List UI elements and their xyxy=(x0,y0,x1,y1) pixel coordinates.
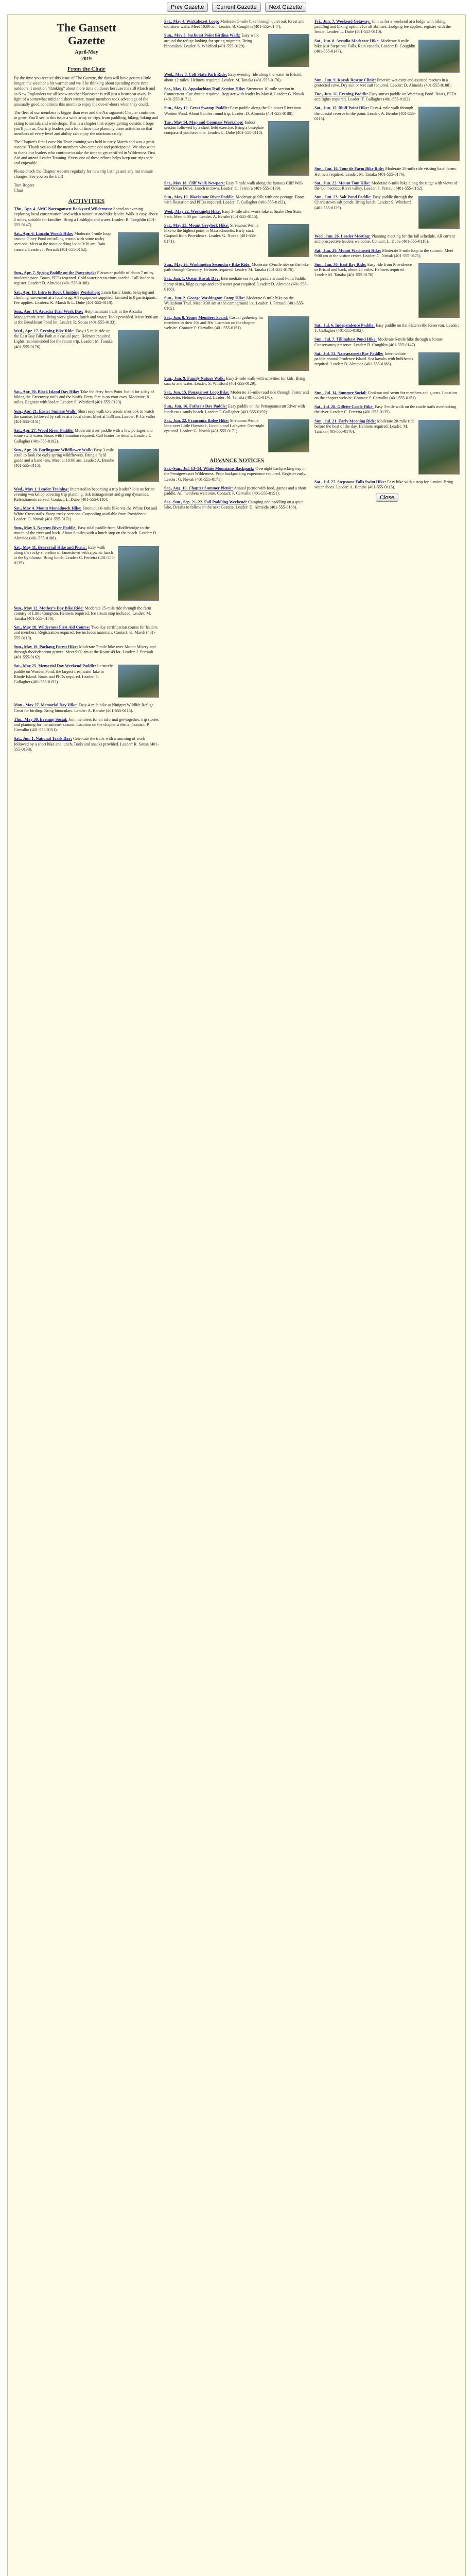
advance-notices-heading: ADVANCE NOTICES xyxy=(209,457,264,464)
activity-description: Moderate paddle with one portage. Boats with floatation and PFDs required. Leader: T. Gallagher (401-555-0192). xyxy=(164,195,305,205)
activity-description: Casual gathering for members in their 20s and 30s. Location on the chapter website. Contact: P. Carvalho (401-555-0151). xyxy=(164,315,264,331)
activity-heading[interactable]: Sat., Jul. 6. Independence Paddle: xyxy=(314,323,375,328)
activity-item xyxy=(314,234,460,244)
activity-photo xyxy=(118,232,159,265)
activity-photo xyxy=(418,352,460,385)
activity-item xyxy=(314,78,460,88)
activity-heading[interactable]: Sun., Jul. 14. Summer Social: xyxy=(314,390,367,395)
activity-heading[interactable]: Sun., Jul. 7. Tillinghast Pond Hike: xyxy=(314,337,377,342)
activity-item xyxy=(314,391,460,401)
activity-description: Flatwater paddle of about 7 miles, moderate pace. Boats, PFDs required. Cold water precautions needed. Call leader to register. Leader: D. Almeida (401-555-0188). xyxy=(14,270,154,286)
activity-description: Annual picnic with food, games and a short paddle. All members welcome. Contact: P. Carvalho (401-555-0151). xyxy=(164,485,307,496)
activity-item xyxy=(164,209,309,219)
activity-item xyxy=(14,309,159,325)
activity-heading[interactable]: Sat., Jun. 1. Ocean Kayak Day: xyxy=(164,276,220,281)
activity-heading[interactable]: Sat., May 4. Mount Monadnock Hike: xyxy=(14,506,82,511)
activity-description: Intermediate sea kayak paddle around Point Judith. Spray skirts, bilge pumps and cold water gear required. Leader: D. Almeida (401-555-0188). xyxy=(164,276,308,292)
activity-item xyxy=(314,166,460,177)
activity-description: Moderate 5-mile loop to the summit. Meet 9:00 am at the visitor center. Leader: G. Novak (401-555-0171). xyxy=(314,248,453,258)
activity-heading[interactable]: Sat., Jun. 29. Mount Wachusett Hike: xyxy=(314,248,381,253)
activity-description: Moderate 6-mile hike on the Walkabout Trail. Meet 9:30 am at the campground lot. Leader: J. Perrault (401-555-0162). xyxy=(164,296,304,311)
activity-heading[interactable]: Sun., May 26. Washington Secondary Bike Ride: xyxy=(164,262,251,267)
activity-heading[interactable]: Sun., May 12. Great Swamp Paddle: xyxy=(164,106,229,111)
activity-description: Cookout and swim for members and guests. Location on the chapter website. Contact: P. Carvalho (401-555-0151). xyxy=(314,390,457,401)
activity-heading[interactable]: Sat., Jul. 13. Narragansett Bay Paddle: xyxy=(314,351,384,356)
activity-description: Interested in becoming a trip leader? Join us for an evening workshop covering trip planning, risk management and group dynamics. Refreshments served. Contact: L. Dube (401-555-0110). xyxy=(14,486,155,502)
activity-description: Easy walk along the rocky shoreline of Jamestown with a picnic lunch at the lighthouse. Bring lunch. Leader: C. Ferreira (401-555-0139). xyxy=(14,545,115,566)
activity-item xyxy=(314,262,460,319)
activity-description: Camping and paddling on a quiet lake. Details to follow in the next Gazette. Leader: D. Almeida (401-555-0188). xyxy=(164,500,304,510)
activity-item xyxy=(164,181,309,191)
activity-item xyxy=(14,736,159,752)
activity-item xyxy=(164,418,309,454)
activity-heading[interactable]: Sat., Jun. 22. Franconia Ridge Hike: xyxy=(164,418,229,423)
activity-description: Strenuous 9-mile loop over Little Haystack, Lincoln and Lafayette. Overnight optional. Leader: G. Novak (401-555-0171). xyxy=(164,418,265,434)
activity-heading[interactable]: Sun., Jun. 16. Father's Day Paddle: xyxy=(164,404,227,409)
activity-item xyxy=(314,195,460,230)
activity-item xyxy=(314,39,460,74)
activity-photo xyxy=(118,546,159,601)
activity-description: Easy 3-mile stroll to look for early spring wildflowers. Bring a field guide and a hand lens. Meet at 10:00 am. Leader: A. Berube (401-555-0115). xyxy=(14,447,114,468)
activity-description: Join us for a weekend at a lodge with hiking, paddling and biking options for all abilities. Lodging fee applies; register with the leader. Leader: L. Dube (401-555-0110). xyxy=(314,19,451,35)
current-gazette-button[interactable]: Current Gazette xyxy=(212,3,260,12)
activity-item xyxy=(164,262,309,273)
column-middle xyxy=(164,19,309,2576)
activity-description: Easy 7-mile walk along the famous Cliff Walk and Ocean Drive. Lunch in town. Leader: C. Ferreira (401-555-0139). xyxy=(164,180,304,191)
activity-description: Strenuous 6-mile hike via the White Dot and White Cross trails. Steep rocky sections. Carpooling available from Providence. Leader: G. Novak (401-555-0171). xyxy=(14,506,157,521)
activity-description: Strenuous 9-mile hike to the highest point in Massachusetts. Early start. Carpool from Providence. Leader: G. Novak (401-555-0171). xyxy=(164,223,259,244)
activity-description: Moderate 5-mile hike through quiet oak forest and old stone walls. Meet 10:00 am. Leader: B. Coughlin (401-555-0147). xyxy=(164,19,305,29)
activity-item xyxy=(14,506,159,522)
close-button[interactable]: Close xyxy=(376,494,398,502)
activity-heading[interactable]: Tue., May 14. Map and Compass Workshop: xyxy=(164,120,244,125)
activities-heading: ACTIVITIES xyxy=(68,197,105,205)
activity-description: Moderate 6-mile hike along the ridge with views of the Connecticut River valley. Leader: J. Perrault (401-555-0162). xyxy=(314,180,458,191)
activity-description: Easy 3-mile after-work hike at Snake Den State Park. Meet 6:00 pm. Leader: A. Berube (401-555-0115). xyxy=(164,209,302,219)
activity-item xyxy=(314,106,460,163)
activity-heading[interactable]: Sat., Jun. 15. Bluff Point Hike: xyxy=(314,106,369,111)
activity-photo xyxy=(418,40,460,73)
activity-heading[interactable]: Sat., May 18. Wilderness First Aid Course: xyxy=(14,625,90,630)
intro-paragraph: By the time you receive this issue of The Gazette, the days will have gotten a little longer, the weather a bit warmer and we'll be thinking about spending more time outdoors. I mention "thinking" about more time outdoors because it's still March and as New Englanders we all know another Nor'easter is still just a heartbeat away. In light of a somewhat mild and short winter, many members took advantage of the unusually good conditions this month to enjoy the out-of-doors when they could. xyxy=(14,76,155,107)
activity-description: Moderate 30-mile ride on the bike path through Coventry. Helmets required. Leader: M. Tanaka (401-555-0176). xyxy=(164,262,309,273)
activity-photo xyxy=(418,196,460,229)
activity-photo xyxy=(118,330,159,384)
activity-heading[interactable]: Sat., Apr. 6. Lincoln Woods Hike: xyxy=(14,231,74,236)
activity-description: Indoor session followed by a short field exercise. Bring a baseplate compass if you have one. Leader: L. Dube (401-555-0110). xyxy=(164,120,264,135)
activity-heading[interactable]: Sun., May 5. Sachuest Point Birding Walk: xyxy=(164,33,241,38)
activity-photo xyxy=(118,449,159,482)
activity-item xyxy=(164,87,309,103)
activity-heading[interactable]: Sat., Apr. 20. Block Island Day Hike: xyxy=(14,389,79,394)
activity-item xyxy=(14,448,159,483)
activity-photo xyxy=(418,263,460,318)
activity-heading[interactable]: Sun., May 5. Narrow River Paddle: xyxy=(14,525,77,530)
column-left xyxy=(14,19,159,2576)
activity-item xyxy=(164,486,309,496)
activity-description: Easy ride from Providence to Bristol and back, about 28 miles. Helmets required. Leader: M. Tanaka (401-555-0176). xyxy=(314,262,412,278)
activity-list xyxy=(314,19,460,490)
activity-description: Easy paddle through the Charlestown salt ponds. Bring lunch. Leader: S. Whitford (401-555-0129). xyxy=(314,195,413,210)
activity-description: Easy sunset paddle on Watchaug Pond. Boats, PFDs and lights required. Leader: T. Gallagher (401-555-0192). xyxy=(314,92,457,102)
activity-photo xyxy=(118,665,159,698)
activity-item xyxy=(164,376,309,386)
activity-heading[interactable]: Wed., May 1. Leader Training: xyxy=(14,486,69,492)
activity-heading[interactable]: Sun., Apr. 7. Spring Paddle on the Pawcatuck: xyxy=(14,270,96,276)
activity-description: Moderate 7-mile hike over Mount Misery and through rhododendron groves. Meet 9:00 am at the Route 49 lot. Leader: J. Perrault (401-555-0162). xyxy=(14,644,156,660)
activity-heading[interactable]: Sun., Jun. 9. Kayak Rescue Clinic: xyxy=(314,77,376,82)
activity-item xyxy=(314,323,460,333)
activity-item xyxy=(164,223,309,259)
activity-heading[interactable]: Sat., May 11. Beavertail Hike and Picnic: xyxy=(14,545,87,550)
activity-item xyxy=(164,195,309,205)
from-the-chair-heading: From the Chair xyxy=(67,66,106,72)
activity-list xyxy=(164,19,309,454)
activity-heading[interactable]: Sun., Jul. 21. Early Morning Ride: xyxy=(314,418,376,423)
close-area xyxy=(314,494,460,502)
activity-description: Easy paddle on the Pettaquamscutt River with lunch on a sandy beach. Leader: T. Gallagher (401-555-0192). xyxy=(164,404,305,414)
activity-item xyxy=(314,19,460,35)
activity-description: Practice wet exits and assisted rescues in a protected cove. Dry suit or wet suit required. Leader: D. Almeida (401-555-0188). xyxy=(314,77,452,88)
activity-list xyxy=(14,207,159,752)
activity-description: Easy hike with a stop for a swim. Bring water shoes. Leader: A. Berube (401-555-0115). xyxy=(314,479,453,489)
activity-item xyxy=(314,248,460,259)
issue-date: April-May 2019 xyxy=(75,49,98,62)
intro-paragraph: The fleet of our members is bigger than ever and the Narragansett Chapter continues to grow. You'll see in this issue a wide array of trips, from paddling, hiking, biking and skiing to socials and workshops. This is a chapter that enjoys getting outside. I hope you'll join us. Our trip leaders put a lot of time into planning these activities so that members of every level and ability can enjoy the outdoors safely. xyxy=(14,110,159,137)
activity-item xyxy=(164,276,309,292)
activity-description: Easy 4-mile walk through the coastal reserve to the point. Leader: A. Berube (401-555-0115). xyxy=(314,106,416,121)
activity-description: Easy walk around the refuge looking for spring migrants. Bring binoculars. Leader: S. Whitford (401-555-0129). xyxy=(164,33,259,48)
newsletter-title: The Gansett Gazette xyxy=(57,21,116,47)
activity-item xyxy=(14,664,159,699)
activity-heading[interactable]: Sat., Jul. 20. Gillette Castle Hike: xyxy=(314,404,374,410)
activity-item xyxy=(14,703,159,713)
advance-notices-list xyxy=(164,466,309,510)
activity-description: Easy 2-mile walk with activities for kids. Bring snacks and water. Leader: S. Whitford (401-555-0129). xyxy=(164,376,306,386)
activity-description: Overnight backpacking trip in the Pemigewasset Wilderness. Prior backpacking experience required. Register early. Leader: G. Novak (401-555-0171). xyxy=(164,466,306,482)
activity-heading[interactable]: Wed., Apr. 17. Evening Bike Ride: xyxy=(14,328,75,333)
activity-heading[interactable]: Sat., Jun. 8. Young Members Social: xyxy=(164,315,229,320)
activity-item xyxy=(164,315,309,372)
activity-item xyxy=(314,92,460,102)
activity-description: Moderate 28-mile ride visiting local farms. Helmets required. Leader: M. Tanaka (401-555-0176). xyxy=(314,166,457,177)
activity-heading[interactable]: Fri., Jun. 7. Weekend Getaway: xyxy=(314,19,371,24)
activity-description: Learn basic knots, belaying and climbing movement at a local crag. All equipment supplied. Limited to 8 participants. Fee applies. Leaders: K. Marsh & L. Dube (401-555-0110). xyxy=(14,290,157,306)
activity-heading[interactable]: Sun., Jun. 16. Tour de Farm Bike Ride: xyxy=(314,166,384,172)
activity-heading[interactable]: Sun., Jun. 23. Salt Pond Paddle: xyxy=(314,195,372,200)
activity-description: Moderate 4-mile loop around Olney Pond on rolling terrain with some rocky sections. Meet at the main parking lot at 9:30 am. Rain cancels. Leader: J. Perrault (401-555-0162). xyxy=(14,231,111,252)
activity-heading[interactable]: Sun., Jun. 2. George Washington Camp Hike: xyxy=(164,296,246,301)
activity-heading[interactable]: Sun., Jun. 9. Family Nature Walk: xyxy=(164,376,225,381)
activity-description: Two-day certification course for leaders and members. Registration required; fee includes materials. Contact: K. Marsh (401-555-0110). xyxy=(14,625,158,640)
activity-heading[interactable]: Sat., Jun. 1. National Trails Day: xyxy=(14,736,72,741)
prev-gazette-button[interactable]: Prev Gazette xyxy=(167,3,208,12)
activity-heading[interactable]: Sat., May 4. Wickaboxet Loop: xyxy=(164,19,219,24)
activity-item xyxy=(164,120,309,177)
activity-heading[interactable]: Sun., May 19. Blackstone River Paddle: xyxy=(164,195,235,200)
activity-heading[interactable]: Sat., Jul. 27. Stepstone Falls Swim Hike: xyxy=(314,479,386,484)
activity-heading[interactable]: Mon., May 27. Memorial Day Hike: xyxy=(14,703,78,708)
activity-photo xyxy=(268,34,309,67)
activity-item xyxy=(14,389,159,405)
activity-item xyxy=(314,351,460,387)
activity-description: Planning meeting for the fall schedule. All current and prospective leaders welcome. Contact: L. Dube (401-555-0110). xyxy=(314,234,455,244)
activity-item xyxy=(164,390,309,400)
activity-heading[interactable]: Sun., May 12. Mother's Day Bike Ride: xyxy=(14,605,84,611)
activity-item xyxy=(14,428,159,444)
next-gazette-button[interactable]: Next Gazette xyxy=(265,3,306,12)
activity-photo xyxy=(268,419,309,452)
activity-description: Moderate 25-mile ride through the farm country of Little Compton. Helmets required. Ice cream stop included. Leader: M. Tanaka (401-555-0176). xyxy=(14,605,151,621)
activity-heading[interactable]: Wed., May 22. Weeknight Hike: xyxy=(164,209,221,214)
activity-heading[interactable]: Sat., Jun. 22. Mount Tom Hike: xyxy=(314,180,371,185)
activity-item xyxy=(14,606,159,622)
activity-photo xyxy=(418,107,460,161)
activity-item xyxy=(164,500,309,510)
activity-item xyxy=(14,329,159,386)
activity-item xyxy=(14,409,159,425)
activity-photo xyxy=(268,224,309,257)
activity-photo xyxy=(268,316,309,371)
activity-item xyxy=(314,480,460,490)
activity-item xyxy=(314,404,460,415)
activity-description: Easy tidal paddle from Middlebridge to the mouth of the river and back. About 6 miles with a lunch stop on the beach. Leader: D. Almeida (401-555-0188). xyxy=(14,525,157,541)
activity-heading[interactable]: Sun., Jun. 30. East Bay Ride: xyxy=(314,262,366,267)
activity-description: Easy 15-mile ride on the East Bay Bike Path at a casual pace. Helmets required. Lights recommended for the return trip. Leader: M. Tanaka (401-555-0176). xyxy=(14,328,113,349)
activity-heading[interactable]: Sat., Aug. 10. Chapter Summer Picnic: xyxy=(164,485,233,490)
activity-description: Celebrate the trails with a morning of work followed by a short hike and lunch. Tools and snacks provided. Leader: R. Sousa (401-555-0133). xyxy=(14,736,159,752)
activity-heading[interactable]: Sat., May 11. Appalachian Trail Section Hike: xyxy=(164,86,246,91)
activity-heading[interactable]: Wed., Jun. 26. Leader Meeting: xyxy=(314,234,371,239)
activity-heading[interactable]: Sat.–Sun., Sep. 21–22. Fall Paddling Weekend: xyxy=(164,500,247,505)
activity-item xyxy=(14,207,159,228)
activity-heading[interactable]: Sun., Apr. 28. Burlingame Wildflower Walk: xyxy=(14,447,93,452)
activity-heading[interactable]: Sat., Apr. 27. Wood River Paddle: xyxy=(14,428,74,433)
activity-item xyxy=(314,337,460,347)
activity-photo xyxy=(418,420,460,474)
activity-heading[interactable]: Thu., Apr. 4. AMC Narragansett Backyard Wilderness: xyxy=(14,207,112,212)
activity-description: Intermediate paddle around Prudence Island. Sea kayaks with bulkheads required. Leader: D. Almeida (401-555-0188). xyxy=(314,351,413,367)
activity-item xyxy=(164,466,309,482)
activity-item xyxy=(164,19,309,29)
activity-heading[interactable]: Sat.–Sun., Jul. 13–14. White Mountains Backpack: xyxy=(164,466,255,471)
activity-item xyxy=(164,404,309,414)
activity-heading[interactable]: Sat., Jun. 15. Ponaganset Loop Bike: xyxy=(164,390,230,395)
activity-item xyxy=(14,545,159,602)
activity-heading[interactable]: Sat., Jun. 8. Arcadia Moderate Hike: xyxy=(314,38,380,43)
newsletter-page xyxy=(7,14,466,2576)
activity-heading[interactable]: Sun., Apr. 14. Arcadia Trail Work Day: xyxy=(14,309,83,314)
activity-heading[interactable]: Thu., May 30. Evening Social: xyxy=(14,717,68,722)
top-navigation xyxy=(0,0,473,14)
activity-description: Moderate 20-mile ride before the heat of the day. Helmets required. Leader: M. Tanaka (401-555-0176). xyxy=(314,418,415,434)
activity-description: Easy 3-mile walk on the castle trails overlooking the river. Leader: C. Ferreira (401-555-0139). xyxy=(314,404,457,415)
activity-item xyxy=(164,72,309,82)
activity-heading[interactable]: Sat., May 25. Memorial Day Weekend Paddle: xyxy=(14,664,96,669)
activity-description: Moderate 8-mile hike past Stepstone Falls. Rain cancels. Leader: B. Coughlin (401-555-0147). xyxy=(314,38,415,54)
activity-description: Moderate 35-mile road ride through Foster and Glocester. Helmets required. Leader: M. Tanaka (401-555-0176). xyxy=(164,390,309,400)
activity-item xyxy=(314,419,460,476)
activity-heading[interactable]: Sat., May 18. Cliff Walk Newport: xyxy=(164,180,225,185)
chair-signature: Tom Rogers Chair xyxy=(14,182,34,193)
activity-description: Strenuous 10-mile section in Connecticut. Car shuttle required. Register with leader by May 8. Leader: G. Novak (401-555-0171). xyxy=(164,86,304,102)
activity-description: Easy 4-mile hike at Ninigret Wildlife Refuge. Great for birding. Bring binoculars. Leader: A. Berube (401-555-0115). xyxy=(14,703,155,713)
activity-photo xyxy=(268,121,309,176)
activity-description: Take the ferry from Point Judith for a day of hiking the Greenway trails and the bluffs. Ferry fare is on your own. Moderate, 8 miles. Register with leader. Leader: S. Whitford (401-555-0129). xyxy=(14,389,154,405)
activity-item xyxy=(164,33,309,69)
intro-paragraph: The Chapter's first Leave No Trace training was held in early March and was a great success. Thank you to all the members who came out and participated. We also want to thank our leaders who continue to take the time to get certified in Wilderness First Aid and attend Leader Training. Every one of these efforts helps keep our trips safe and enjoyable. xyxy=(14,140,155,166)
activity-item xyxy=(14,526,159,541)
activity-description: Spend an evening exploring local conservation land with a naturalist and hike leader. Walk is easy, about 2 miles, suitable for families. Bring a flashlight and water. Leader: B. Coughlin (401-555-0147). xyxy=(14,207,158,227)
activity-heading[interactable]: Sat., May 25. Mount Greylock Hike: xyxy=(164,223,229,228)
activity-heading[interactable]: Sun., May 19. Pachaug Forest Hike: xyxy=(14,644,78,649)
activity-heading[interactable]: Sat., Apr. 13. Intro to Rock Climbing Workshop: xyxy=(14,290,100,295)
activity-description: Join members for an informal get-together, trip stories and planning for the summer season. Location on the chapter website. Contact: P. Carvalho (401-555-0151). xyxy=(14,717,159,733)
activity-item xyxy=(14,231,159,267)
activity-description: Help maintain trails in the Arcadia Management Area. Bring work gloves, lunch and water. Tools provided. Meet 9:00 am at the Breakheart Pond lot. Leader: R. Sousa (401-555-0133). xyxy=(14,309,159,325)
activity-heading[interactable]: Wed., May 8. Colt State Park Ride: xyxy=(164,72,227,77)
activity-item xyxy=(14,290,159,306)
activity-item xyxy=(14,487,159,503)
activity-heading[interactable]: Tue., Jun. 11. Evening Paddle: xyxy=(314,92,369,97)
activity-item xyxy=(14,645,159,660)
activity-description: Easy paddle along the Chipuxet River into Worden Pond. About 8 miles round trip. Leader: D. Almeida (401-555-0188). xyxy=(164,106,301,116)
intro-paragraph: Please check the Chapter website regularly for new trip listings and any last minute changes. See you on the trail! xyxy=(14,169,153,179)
activity-item xyxy=(314,181,460,191)
activity-description: Moderate river paddle with a few portages and some swift water. Boats with floatation required. Call leader for details. Leader: T. Gallagher (401-555-0192). xyxy=(14,428,153,444)
column-right xyxy=(314,19,460,2576)
activity-item xyxy=(164,296,309,312)
activity-description: Easy paddle on the Slatersville Reservoir. Leader: T. Gallagher (401-555-0192). xyxy=(314,323,459,333)
activity-description: Leisurely paddle on Worden Pond, the largest freshwater lake in Rhode Island. Boats and PFDs required. Leader: T. Gallagher (401-555-0192). xyxy=(14,664,113,684)
activity-item xyxy=(14,270,159,286)
activity-item xyxy=(14,717,159,733)
activity-item xyxy=(14,625,159,641)
activity-description: Moderate 6-mile hike through a Nature Conservancy preserve. Leader: B. Coughlin (401-555-0147). xyxy=(314,337,443,347)
activity-description: Short easy walk to a scenic overlook to watch the sunrise, followed by coffee at a local diner. Meet at 5:30 am. Leader: P. Carvalho (401-555-0151). xyxy=(14,409,155,424)
activity-heading[interactable]: Sun., Apr. 21. Easter Sunrise Walk: xyxy=(14,409,77,414)
activity-description: Easy evening ride along the water in Bristol, about 12 miles. Helmets required. Leader: M. Tanaka (401-555-0176). xyxy=(164,72,303,82)
activity-item xyxy=(164,106,309,116)
